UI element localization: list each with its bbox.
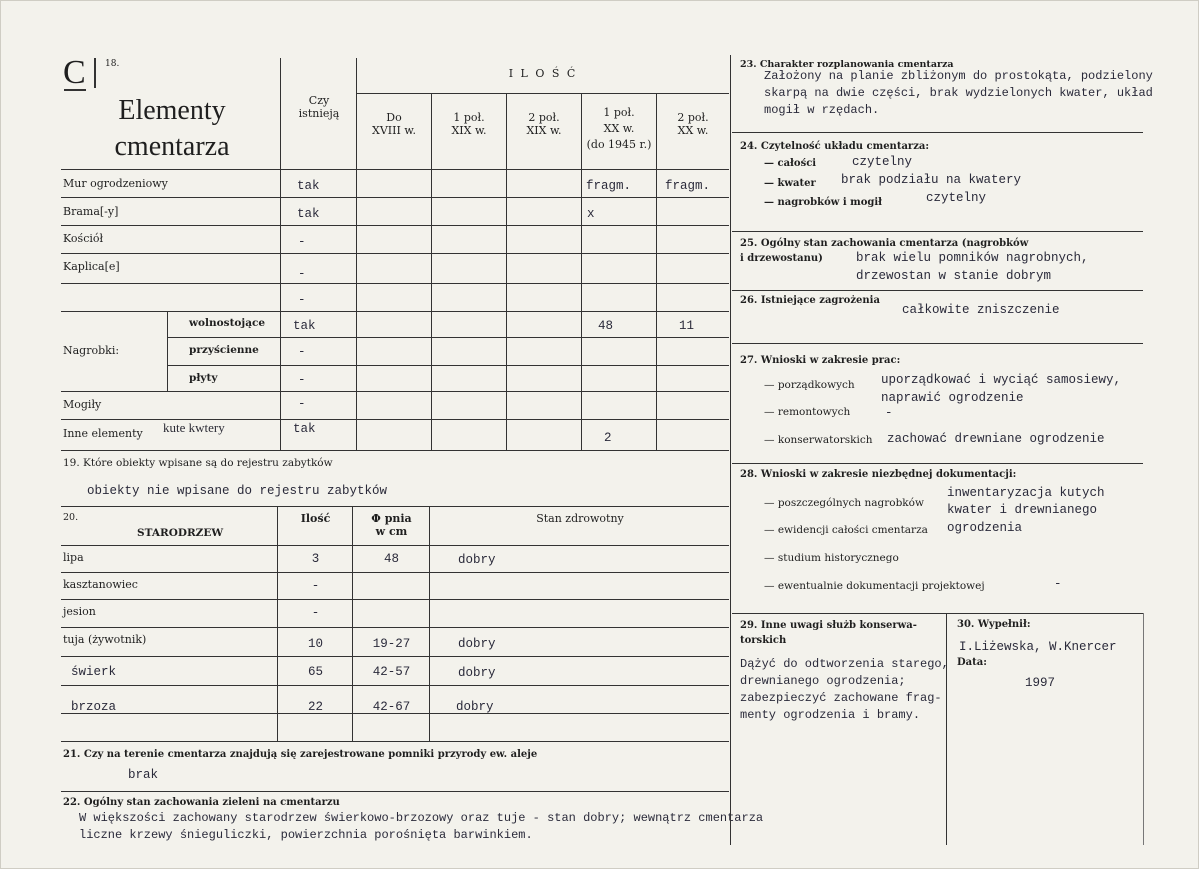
- element-exists: tak: [297, 207, 320, 221]
- element-exists: tak: [297, 179, 320, 193]
- element-label: Mogiły: [63, 398, 102, 411]
- q27-item-value: uporządkować i wyciąć samosiewy, naprawić ogrodzenie: [881, 373, 1122, 405]
- rule: [61, 627, 729, 628]
- rule: [732, 613, 1143, 614]
- q24-item-value: czytelny: [852, 155, 913, 169]
- q28-item-value: inwentaryzacja kutych kwater i drewnianego: [947, 486, 1105, 517]
- col-quantity-header: I L O Ś Ć: [508, 67, 578, 80]
- rule: [61, 169, 729, 170]
- rule: [506, 93, 507, 450]
- element-extra: kute kwtery: [163, 420, 225, 435]
- tree-health: dobry: [456, 700, 494, 714]
- element-exists: -: [298, 267, 306, 281]
- q28-item-value: -: [1054, 577, 1062, 591]
- q24-item-value: czytelny: [926, 191, 987, 205]
- q26-answer: całkowite zniszczenie: [902, 303, 1060, 317]
- q25-answer: brak wielu pomników nagrobnych, drzewostan w stanie dobrym: [856, 251, 1089, 283]
- title-line1: Elementy: [118, 95, 226, 126]
- tree-count: -: [311, 579, 320, 593]
- q30-date: 1997: [1025, 676, 1056, 690]
- element-label: wolnostojące: [189, 317, 266, 329]
- element-exists: -: [298, 235, 306, 249]
- rule: [357, 93, 729, 94]
- element-exists: -: [298, 293, 306, 307]
- element-label: Kościół: [63, 232, 104, 245]
- rule: [61, 450, 729, 451]
- rule: [61, 791, 729, 792]
- period-header: 1 poł. XX w. (do 1945 r.): [586, 106, 652, 151]
- rule: [946, 613, 947, 845]
- rule: [277, 506, 278, 741]
- q27-item-label: — remontowych: [764, 406, 851, 418]
- element-exists: -: [298, 373, 306, 387]
- period-header: 1 poł. XIX w.: [451, 111, 487, 137]
- q19-answer: obiekty nie wpisane do rejestru zabytków: [87, 484, 388, 498]
- rule: [61, 685, 729, 686]
- tree-name: lipa: [63, 551, 84, 564]
- period-header: 2 poł. XX w.: [677, 111, 709, 137]
- element-value: 11: [679, 319, 695, 333]
- q24-item-label: — nagrobków i mogił: [764, 197, 883, 208]
- q20-col-count: Ilość: [300, 512, 331, 525]
- q28-item-label: — ewidencji całości cmentarza: [764, 524, 928, 536]
- element-label: Kaplica[e]: [63, 260, 120, 273]
- rule: [167, 311, 168, 391]
- q27-item-label: — porządkowych: [764, 379, 855, 391]
- q20-col-diameter: Φ pnia w cm: [371, 512, 412, 538]
- rule: [61, 419, 729, 420]
- q29-label: 29. Inne uwagi służb konserwa- torskich: [740, 620, 917, 646]
- q21-answer: brak: [128, 768, 159, 782]
- q22-answer: W większości zachowany starodrzew świerkowo-brzozowy oraz tuje - stan dobry; wewnątrz cmentarza: [79, 811, 764, 825]
- q27-item-value: -: [885, 406, 893, 420]
- period-header: Do XVIII w.: [372, 111, 416, 137]
- element-value: x: [587, 207, 595, 221]
- tree-health: dobry: [458, 637, 496, 651]
- q23-label: 23. Charakter rozplanowania cmentarza: [740, 59, 954, 70]
- q19-label: 19. Które obiekty wpisane są do rejestru zabytków: [63, 457, 333, 469]
- q27-item-value: zachować drewniane ogrodzenie: [887, 432, 1105, 446]
- tree-diameter: 42-67: [372, 700, 411, 714]
- q27-label: 27. Wnioski w zakresie prac:: [740, 355, 901, 366]
- title-line2: cmentarza: [114, 131, 230, 162]
- element-exists: tak: [293, 422, 316, 436]
- tree-count: 10: [307, 637, 323, 651]
- rule: [61, 545, 729, 546]
- q23-answer: Założony na planie zbliżonym do prostokąta, podzielony skarpą na dwie części, brak wydzielonych kwater, układ mogił w rzędach.: [764, 69, 1153, 118]
- letter-bar: [94, 58, 96, 88]
- element-label: płyty: [189, 372, 218, 384]
- element-label: przyścienne: [189, 344, 259, 356]
- rule: [61, 311, 729, 312]
- q30-filled-by: I.Liżewska, W.Knercer: [959, 640, 1117, 654]
- tree-name: tuja (żywotnik): [63, 633, 147, 646]
- tree-name: kasztanowiec: [63, 578, 138, 591]
- tree-diameter: 48: [383, 552, 399, 566]
- period-header: 2 poł. XIX w.: [526, 111, 562, 137]
- element-label: Brama[-y]: [63, 205, 119, 218]
- rule: [352, 506, 353, 741]
- tree-count: -: [311, 606, 320, 620]
- element-exists: tak: [293, 319, 316, 333]
- element-value: fragm.: [586, 179, 632, 193]
- rule: [1143, 613, 1144, 845]
- q20-header: STARODRZEW: [137, 527, 224, 539]
- q26-label: 26. Istniejące zagrożenia: [740, 295, 880, 306]
- q29-answer: Dążyć do odtworzenia starego, drewnianego ogrodzenia; zabezpieczyć zachowane frag- menty ogrodzenia i bramy.: [740, 657, 949, 723]
- q25-label: 25. Ogólny stan zachowania cmentarza (nagrobków i drzewostanu): [740, 238, 1029, 264]
- rule: [61, 197, 729, 198]
- q27-item-label: — konserwatorskich: [764, 434, 873, 446]
- rule: [61, 225, 729, 226]
- tree-health: dobry: [458, 666, 496, 680]
- rule: [431, 93, 432, 450]
- letter-underline: [64, 89, 86, 91]
- element-label: Mur ogrodzeniowy: [63, 177, 168, 190]
- element-value: fragm.: [665, 179, 711, 193]
- tree-count: 3: [311, 552, 320, 566]
- rule: [61, 253, 729, 254]
- rule: [730, 55, 731, 845]
- q28-item-label: — studium historycznego: [764, 552, 899, 564]
- q24-item-label: — całości: [764, 158, 817, 169]
- rule: [429, 506, 430, 741]
- q28-label: 28. Wnioski w zakresie niezbędnej dokumentacji:: [740, 469, 1017, 480]
- section-letter: C: [63, 54, 86, 91]
- rule: [61, 283, 729, 284]
- element-exists: -: [298, 397, 306, 411]
- rule: [732, 231, 1143, 232]
- q20-col-health: Stan zdrowotny: [536, 512, 624, 525]
- rule: [732, 290, 1143, 291]
- q24-item-value: brak podziału na kwatery: [841, 173, 1022, 187]
- tree-name: jesion: [63, 605, 96, 618]
- rule: [167, 337, 729, 338]
- rule: [61, 391, 729, 392]
- element-value: 48: [598, 319, 614, 333]
- q22-label: 22. Ogólny stan zachowania zieleni na cmentarzu: [63, 797, 340, 808]
- section-number: 18.: [105, 59, 120, 69]
- rule: [732, 463, 1143, 464]
- q30-label: 30. Wypełnił:: [957, 619, 1031, 630]
- rule: [61, 572, 729, 573]
- q30-date-label: Data:: [957, 657, 987, 668]
- q21-label: 21. Czy na terenie cmentarza znajdują się zarejestrowane pomniki przyrody ew. aleje: [63, 749, 538, 760]
- rule: [61, 741, 729, 742]
- q22-answer: liczne krzewy śnieguliczki, powierzchnia porośnięta barwinkiem.: [79, 828, 533, 842]
- tree-name: brzoza: [71, 700, 117, 714]
- q24-label: 24. Czytelność układu cmentarza:: [740, 141, 930, 152]
- tree-diameter: 19-27: [372, 637, 411, 651]
- tree-health: dobry: [458, 553, 496, 567]
- rule: [61, 656, 729, 657]
- rule: [656, 93, 657, 450]
- tree-name: świerk: [71, 665, 117, 679]
- tree-count: 65: [307, 665, 323, 679]
- tree-diameter: 42-57: [372, 665, 411, 679]
- element-label: Inne elementy: [63, 427, 143, 440]
- q24-item-label: — kwater: [764, 178, 816, 189]
- nagrobki-label: Nagrobki:: [63, 344, 120, 357]
- element-exists: -: [298, 345, 306, 359]
- q28-item-value: ogrodzenia: [947, 521, 1023, 535]
- rule: [61, 506, 729, 507]
- q28-item-label: — poszczególnych nagrobków: [764, 497, 924, 509]
- q20-number: 20.: [63, 512, 79, 523]
- col-exists-header: Czy istnieją: [298, 94, 340, 120]
- rule: [167, 365, 729, 366]
- q28-item-label: — ewentualnie dokumentacji projektowej: [764, 580, 985, 592]
- rule: [732, 132, 1143, 133]
- element-value: 2: [604, 431, 612, 445]
- rule: [61, 599, 729, 600]
- tree-count: 22: [307, 700, 323, 714]
- rule: [732, 343, 1143, 344]
